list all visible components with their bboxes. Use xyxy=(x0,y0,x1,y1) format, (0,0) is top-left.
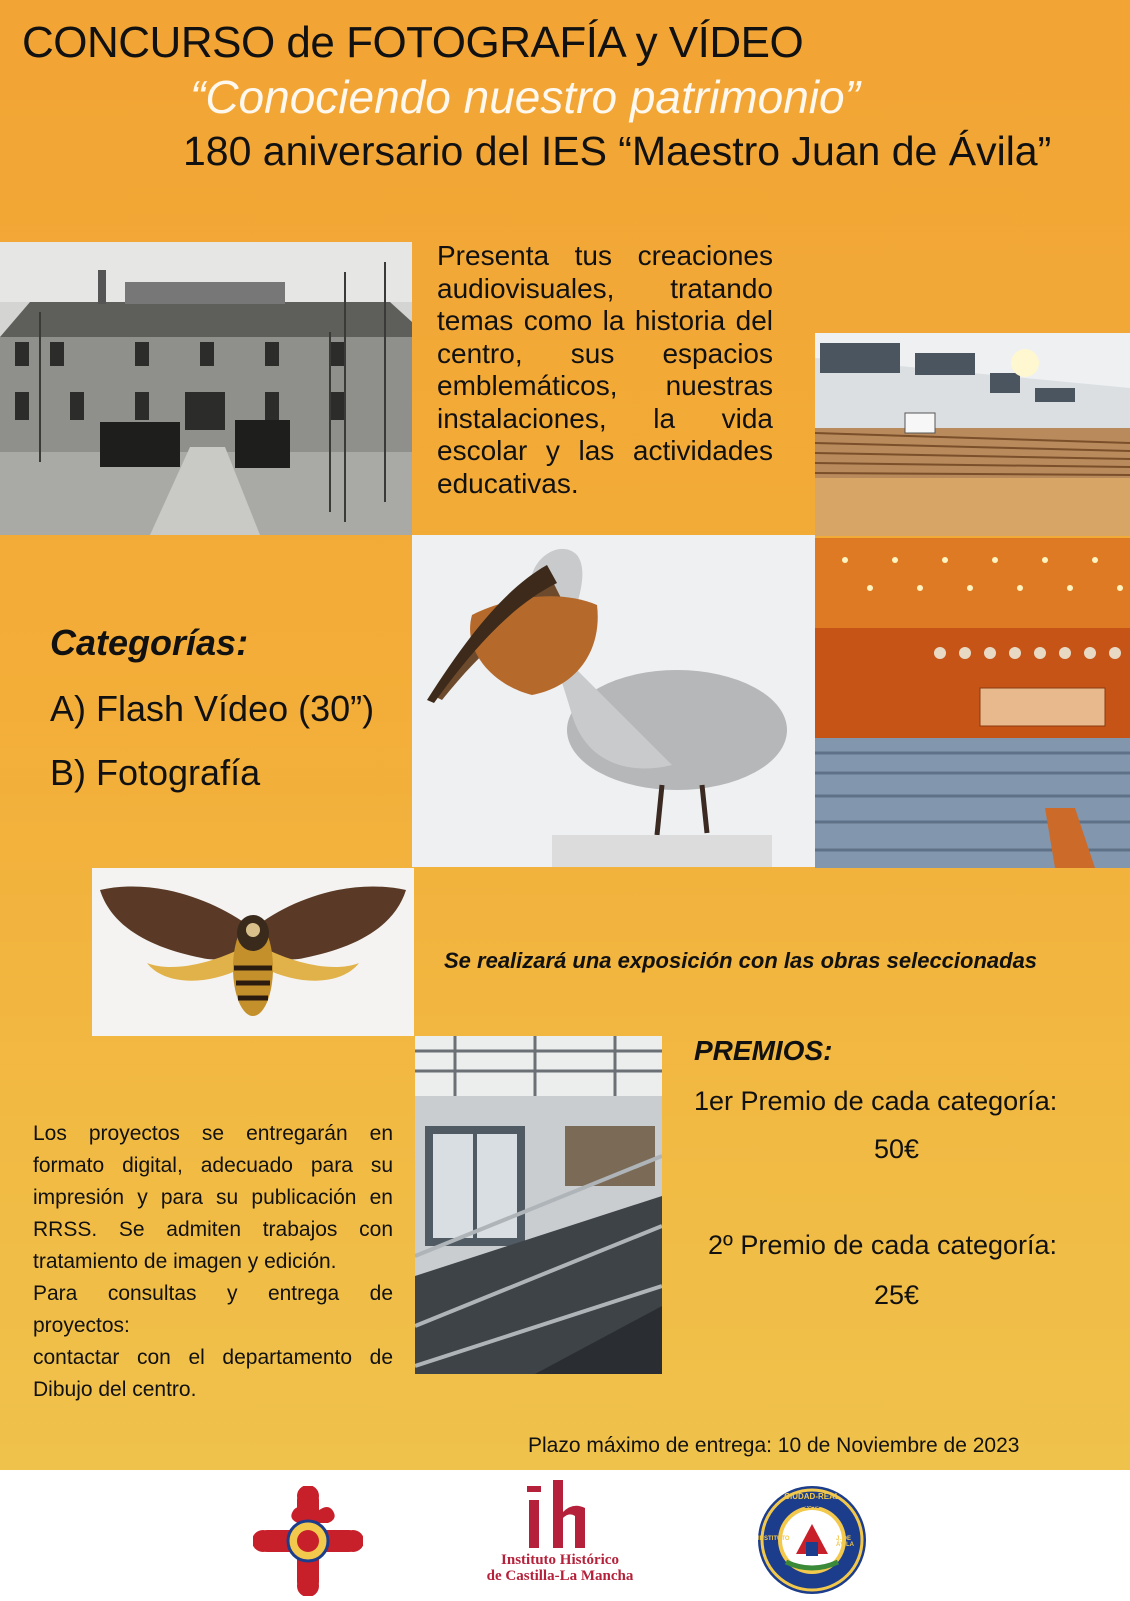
pelican-photo xyxy=(412,535,815,867)
ih-monogram-icon xyxy=(515,1480,605,1552)
instituto-historico-logo xyxy=(470,1480,650,1600)
seal-left-text: INSTITUTO xyxy=(758,1536,790,1542)
first-prize-amount: 50€ xyxy=(874,1134,920,1164)
second-prize-amount: 25€ xyxy=(874,1280,920,1310)
cross-emblem-logo xyxy=(253,1486,363,1596)
first-prize-label: 1er Premio de cada categoría: xyxy=(694,1086,1058,1116)
category-photography: B) Fotografía xyxy=(50,752,261,793)
moth-photo xyxy=(92,868,414,1036)
contest-subtitle: “Conociendo nuestro patrimonio” xyxy=(190,71,860,123)
contest-title: CONCURSO de FOTOGRAFÍA y VÍDEO xyxy=(22,18,804,67)
categories-title: Categorías: xyxy=(50,622,249,663)
ih-name-line2: de Castilla-La Mancha xyxy=(486,1568,634,1584)
projects-info xyxy=(33,1118,393,1406)
school-seal-logo xyxy=(756,1484,868,1596)
intro-text: Presenta tus creaciones audiovisuales, tratando temas como la historia del centro, sus espacios emblemáticos, nuestras instalaciones, la vida escolar y las actividades educativas. xyxy=(437,240,773,499)
seal-year: 1843 xyxy=(804,1503,820,1510)
footer xyxy=(0,1470,1130,1600)
projects-paragraph: Los proyectos se entregarán en formato digital, adecuado para su impresión y para su publicación en RRSS. Se admiten trabajos con tratamiento de imagen y edición. xyxy=(33,1122,393,1273)
seal-right-text: J. DE ÁVILA xyxy=(836,1536,854,1548)
second-prize-label: 2º Premio de cada categoría: xyxy=(708,1230,1058,1260)
contact-line: contactar con el departamento de Dibujo del centro. xyxy=(33,1346,393,1401)
auditorium-photo xyxy=(815,538,1130,868)
historic-building-photo xyxy=(0,242,412,535)
gymnasium-photo xyxy=(815,333,1130,536)
category-flash-video: A) Flash Vídeo (30”) xyxy=(50,688,375,729)
staircase-photo xyxy=(415,1036,662,1374)
seal-top-text: CIUDAD-REAL xyxy=(784,1492,840,1501)
ih-name-line1: Instituto Histórico xyxy=(501,1552,619,1568)
contact-intro: Para consultas y entrega de proyectos: xyxy=(33,1282,393,1337)
anniversary-line: 180 aniversario del IES “Maestro Juan de Ávila” xyxy=(183,128,1052,174)
prizes-title: PREMIOS: xyxy=(694,1035,833,1066)
exhibition-notice: Se realizará una exposición con las obras seleccionadas xyxy=(444,948,1038,973)
deadline: Plazo máximo de entrega: 10 de Noviembre de 2023 xyxy=(528,1434,1020,1457)
